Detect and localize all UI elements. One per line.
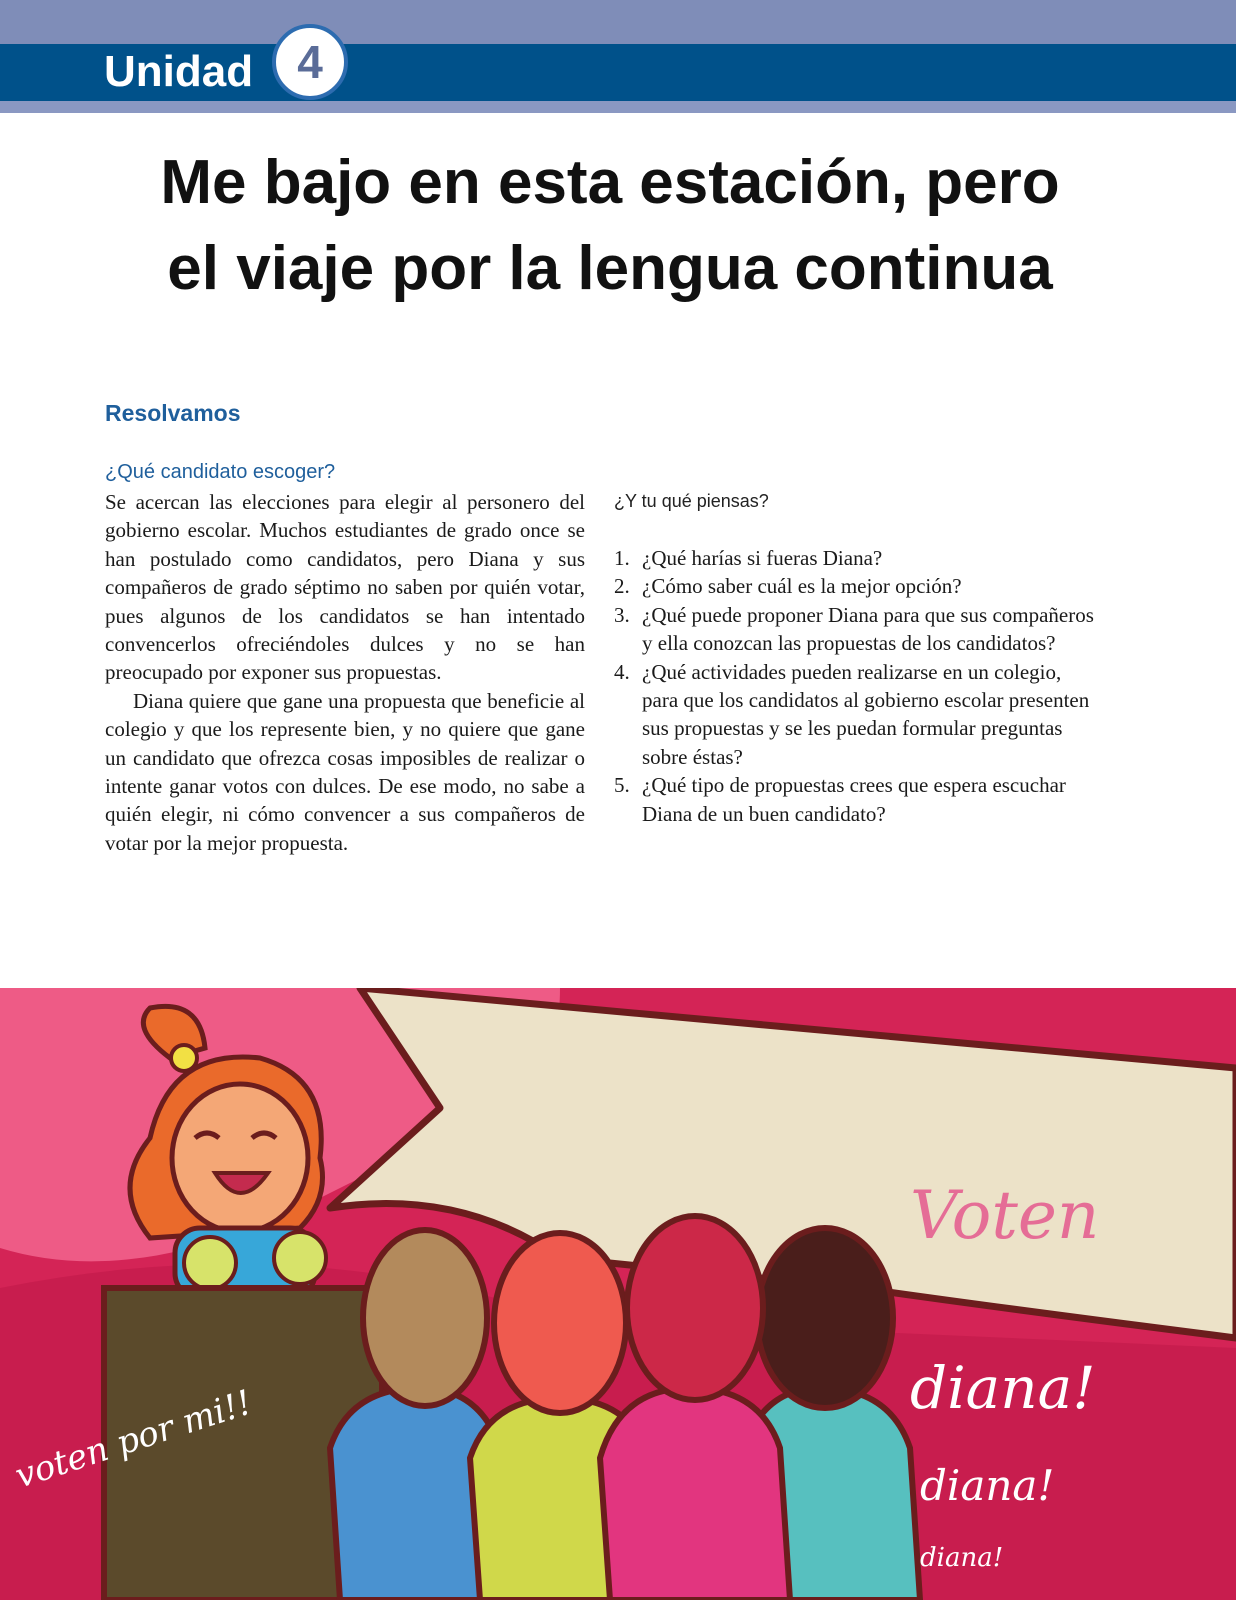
chant-text-medium: diana!: [920, 1461, 1055, 1510]
question-text: ¿Qué tipo de propuestas crees que espera escuchar Diana de un buen candidato?: [642, 773, 1066, 826]
unit-label: Unidad: [104, 47, 254, 96]
question-text: ¿Qué puede proponer Diana para que sus compañeros y ella conozcan las propuestas de los candidatos?: [642, 602, 1094, 656]
question-text: ¿Qué actividades pueden realizarse en un colegio, para que los candidatos al gobierno escolar presenten sus propuestas y se les puedan formular preguntas sobre éstas?: [642, 659, 1090, 769]
question-number: 5.: [614, 773, 630, 798]
student-1-head: [363, 1230, 487, 1406]
unit-bar-underline: [0, 101, 1236, 113]
student-2-head: [494, 1233, 626, 1413]
question-text: ¿Qué harías si fueras Diana?: [642, 546, 883, 570]
question-item: [614, 544, 1094, 572]
section-subheading: ¿Qué candidato escoger?: [105, 461, 336, 483]
question-number: 3.: [614, 602, 630, 627]
question-item: [614, 601, 1094, 658]
student-3-shirt: [600, 1388, 790, 1600]
story-paragraph-2: Diana quiere que gane una propuesta que beneficie al colegio y que los represente bien, y no quiere que gane un candidato que ofrezca cosas imposibles de realizar o intente ganar votos con dulces. De ese modo, no sabe a quién elegir, ni cómo convencer a sus compañeros de votar por la mejor propuesta.: [105, 688, 585, 855]
candy-right: [274, 1232, 326, 1284]
top-strip: [0, 0, 1236, 44]
question-item: [614, 771, 1094, 828]
page-title-line-1: Me bajo en esta estación, pero: [160, 148, 1060, 217]
election-illustration: [0, 988, 1236, 1600]
chant-text-small: diana!: [920, 1543, 1004, 1573]
page-title: [90, 140, 1130, 312]
student-4-head: [757, 1228, 893, 1408]
question-text: ¿Cómo saber cuál es la mejor opción?: [642, 574, 962, 599]
question-number: 2.: [614, 574, 630, 599]
questions-list: [614, 544, 1094, 828]
story-text: [105, 488, 585, 857]
girl-face: [172, 1084, 308, 1232]
question-item: [614, 658, 1094, 772]
banner-text: Voten: [910, 1177, 1100, 1254]
page-title-line-2: el viaje por la lengua continua: [167, 234, 1053, 303]
student-3-head: [627, 1216, 763, 1400]
unit-number-badge: 4: [272, 24, 348, 100]
questions-heading: ¿Y tu qué piensas?: [614, 491, 769, 511]
question-item: [614, 572, 1094, 600]
section-heading: Resolvamos: [105, 400, 241, 426]
chalkboard-text: voten por mi!!: [10, 1382, 257, 1497]
question-number: 4.: [614, 659, 630, 684]
chant-text-large: diana!: [910, 1354, 1096, 1422]
candy-left: [184, 1237, 236, 1289]
question-number: 1.: [614, 546, 630, 570]
story-paragraph-1: Se acercan las elecciones para elegir al personero del gobierno escolar. Muchos estudiantes de grado once se han postulado como candidatos, pero Diana y sus compañeros de grado séptimo no saben por quién votar, pues algunos de los candidatos se han intentado convencerlos ofreciéndoles dulces y no se han preocupado por exponer sus propuestas.: [105, 490, 585, 685]
